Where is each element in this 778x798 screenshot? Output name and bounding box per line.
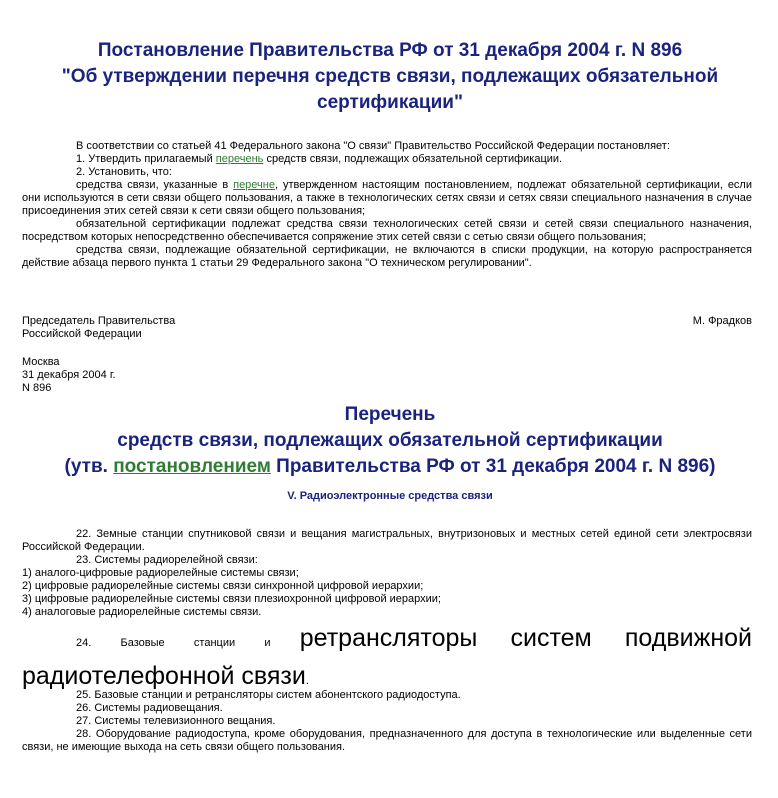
decree-link[interactable]: постановлением — [113, 456, 271, 477]
item-23-1: 1) аналого-цифровые радиорелейные системы связи; — [22, 567, 299, 579]
preamble — [22, 140, 752, 270]
list-title-line2: средств связи, подлежащих обязательной сертификации — [117, 430, 663, 451]
section-title: V. Радиоэлектронные средства связи — [287, 490, 493, 502]
item-24-small: 24. Базовые станции и — [76, 637, 300, 649]
item-22: 22. Земные станции спутниковой связи и вещания магистральных, внутризоновых и местных сетей единой сети электросвязи Российской Федерации. — [22, 528, 752, 553]
preamble-p2-tail: средств связи, подлежащих обязательной сертификации. — [263, 153, 563, 165]
signature-position — [22, 315, 175, 341]
preamble-p3: 2. Установить, что: — [76, 166, 172, 178]
item-27: 27. Системы телевизионного вещания. — [76, 715, 276, 727]
signature-position-line1: Председатель Правительства — [22, 315, 176, 327]
title-line-3: сертификации" — [317, 92, 463, 113]
list-items-b — [22, 689, 752, 754]
signature-date: 31 декабря 2004 г. — [22, 369, 116, 381]
list-title-line3 — [20, 454, 760, 480]
document-title — [20, 38, 760, 116]
title-line-1: Постановление Правительства РФ от 31 декабря 2004 г. N 896 — [97, 40, 683, 61]
preamble-p4-tail: , утвержденном настоящим постановлением, подлежат обязательной сертификации, если они используются в сети связи общего пользования, а также в технологических сетях связи и сетях связи специального назначения в случае присоединения этих сетей связи к сети связи общего пользования; — [22, 179, 752, 217]
item-23: 23. Системы радиорелейной связи: — [76, 554, 258, 566]
list-title-line1: Перечень — [344, 404, 436, 425]
title-line-2: "Об утверждении перечня средств связи, подлежащих обязательной — [61, 66, 719, 87]
item-24 — [22, 622, 752, 698]
preamble-p5: обязательной сертификации подлежат средства связи технологических сетей связи и сетей связи специального назначения, посредством которых непосредственно обеспечивается сопряжение этих сетей связи с сетью связи общего пользования; — [22, 218, 752, 243]
preamble-p2 — [22, 153, 752, 166]
signature-number: N 896 — [22, 382, 52, 394]
list-link[interactable]: перечень — [215, 153, 264, 165]
preamble-p4 — [22, 179, 752, 218]
list-link-2[interactable]: перечне — [233, 179, 275, 191]
item-23-4: 4) аналоговые радиорелейные системы связи. — [22, 606, 262, 618]
item-26: 26. Системы радиовещания. — [76, 702, 223, 714]
list-items-a — [22, 528, 752, 619]
item-24-end: . — [305, 675, 309, 687]
preamble-p2-text: 1. Утвердить прилагаемый — [76, 153, 216, 165]
item-25: 25. Базовые станции и ретрансляторы систем абонентского радиодоступа. — [76, 689, 461, 701]
item-23-3: 3) цифровые радиорелейные системы связи плезиохронной цифровой иерархии; — [22, 593, 441, 605]
signature-place-date — [22, 356, 116, 395]
list-title — [20, 402, 760, 480]
list-title-line3-after: Правительства РФ от 31 декабря 2004 г. N 896) — [270, 456, 716, 477]
preamble-p4-text: средства связи, указанные в — [76, 179, 234, 191]
item-28: 28. Оборудование радиодоступа, кроме оборудования, предназначенного для доступа в технологические или выделенные сети связи, не имеющие выхода на сеть связи общего пользования. — [22, 728, 752, 753]
preamble-p6: средства связи, подлежащие обязательной сертификации, не включаются в списки продукции, на которую распространяется действие абзаца первого пункта 1 статьи 29 Федерального закона "О техническом регулировании". — [22, 244, 752, 269]
preamble-p1: В соответствии со статьей 41 Федерального закона "О связи" Правительство Российской Федерации постановляет: — [76, 140, 670, 152]
signature-name: М. Фрадков — [692, 315, 752, 327]
item-24-line1 — [22, 622, 752, 660]
signature-position-line2: Российской Федерации — [22, 328, 142, 340]
item-24-big1: ретрансляторы систем подвижной — [299, 624, 752, 652]
item-23-2: 2) цифровые радиорелейные системы связи синхронной цифровой иерархии; — [22, 580, 424, 592]
item-24-big2: радиотелефонной связи — [22, 662, 306, 690]
signature-city: Москва — [22, 356, 60, 368]
list-title-line3-before: (утв. — [64, 456, 114, 477]
